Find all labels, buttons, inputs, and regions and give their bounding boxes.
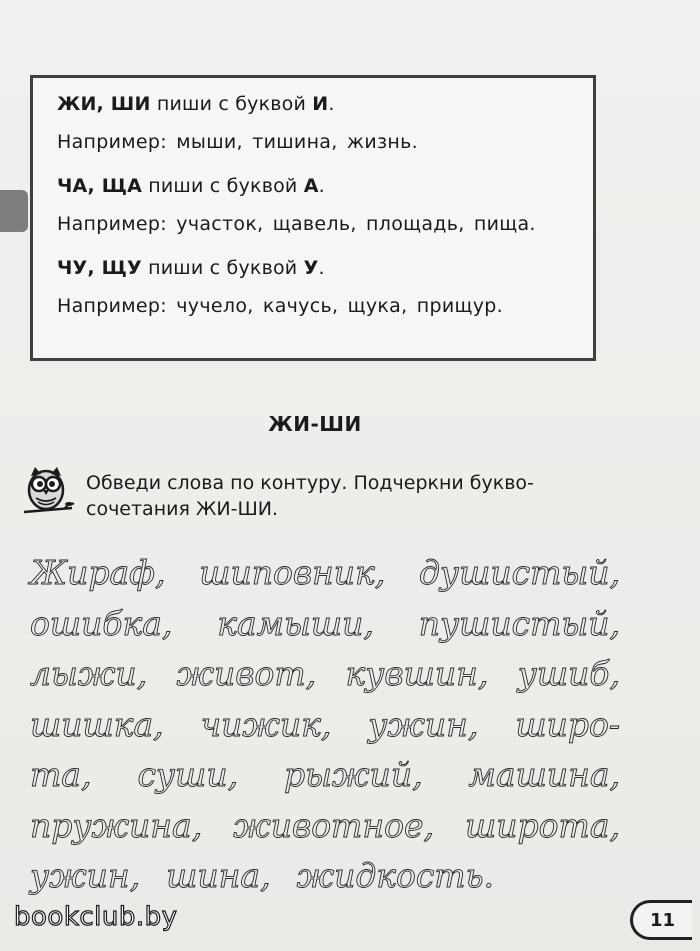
instruction-line: Обведи слова по контуру. Подчеркни букво- bbox=[86, 472, 534, 494]
cursive-line bbox=[30, 801, 620, 852]
cursive-word: ушиб, bbox=[517, 654, 620, 693]
rule-letter: И bbox=[312, 93, 329, 115]
rule-example: Например: участок, щавель, площадь, пища. bbox=[57, 213, 536, 235]
cursive-line bbox=[30, 700, 620, 751]
rule-letter: У bbox=[303, 257, 319, 279]
letter-pair: ЧУ, ЩУ bbox=[57, 257, 142, 279]
cursive-line bbox=[30, 649, 620, 700]
cursive-word: широ- bbox=[515, 704, 620, 744]
rule-line bbox=[57, 174, 593, 198]
cursive-word: ужин, bbox=[30, 856, 141, 895]
cursive-line bbox=[30, 851, 620, 902]
page-number: 11 bbox=[630, 900, 692, 940]
cursive-word: шишка, bbox=[30, 704, 164, 744]
cursive-word: пружина, bbox=[30, 805, 203, 845]
cursive-line bbox=[30, 750, 620, 801]
cursive-word: шина, bbox=[166, 856, 271, 895]
rule-example: Например: мыши, тишина, жизнь. bbox=[57, 131, 418, 153]
rule-group-chu-shchu bbox=[57, 256, 593, 318]
rule-text: пиши с буквой bbox=[150, 93, 313, 115]
cursive-word: душистый, bbox=[419, 553, 620, 592]
cursive-word: пушистый, bbox=[418, 603, 620, 643]
cursive-word: кувшин, bbox=[345, 654, 489, 693]
cursive-word: шиповник, bbox=[199, 553, 386, 592]
cursive-word: ужин, bbox=[368, 704, 479, 744]
rule-example: Например: чучело, качусь, щука, прищур. bbox=[57, 295, 503, 317]
cursive-word: рыжий, bbox=[284, 755, 423, 794]
cursive-word: суши, bbox=[137, 755, 239, 794]
watermark: bookclub.by bbox=[14, 902, 178, 932]
section-title: ЖИ-ШИ bbox=[268, 412, 362, 436]
cursive-line bbox=[30, 548, 620, 599]
task-instruction bbox=[86, 470, 606, 522]
rule-text: пиши с буквой bbox=[141, 257, 304, 279]
owl-icon bbox=[20, 462, 76, 518]
cursive-word: широта, bbox=[465, 805, 620, 845]
rule-box bbox=[30, 75, 596, 361]
cursive-word: ошибка, bbox=[30, 603, 173, 643]
rule-end: . bbox=[318, 175, 325, 197]
cursive-word: машина, bbox=[468, 755, 620, 794]
page-edge-tab bbox=[0, 190, 28, 232]
rule-letter: А bbox=[303, 175, 319, 197]
rule-group-zhi-shi bbox=[57, 92, 593, 154]
cursive-word: та, bbox=[30, 755, 92, 794]
cursive-word: Жираф, bbox=[30, 553, 166, 592]
cursive-word: животное, bbox=[233, 805, 434, 845]
rule-end: . bbox=[328, 93, 335, 115]
cursive-word: живот, bbox=[176, 654, 317, 693]
rule-line bbox=[57, 256, 593, 280]
cursive-word: лыжи, bbox=[30, 654, 148, 693]
letter-pair: ЧА, ЩА bbox=[57, 175, 142, 197]
instruction-line: сочетания ЖИ-ШИ. bbox=[86, 498, 279, 520]
cursive-word: чижик, bbox=[200, 704, 332, 744]
cursive-line bbox=[30, 599, 620, 650]
rule-text: пиши с буквой bbox=[141, 175, 304, 197]
rule-end: . bbox=[318, 257, 325, 279]
rule-line bbox=[57, 92, 593, 116]
letter-pair: ЖИ, ШИ bbox=[57, 93, 151, 115]
cursive-word: камыши, bbox=[217, 603, 374, 643]
cursive-word: жидкость. bbox=[296, 856, 495, 895]
rule-group-cha-shcha bbox=[57, 174, 593, 236]
cursive-words-block bbox=[30, 548, 620, 902]
